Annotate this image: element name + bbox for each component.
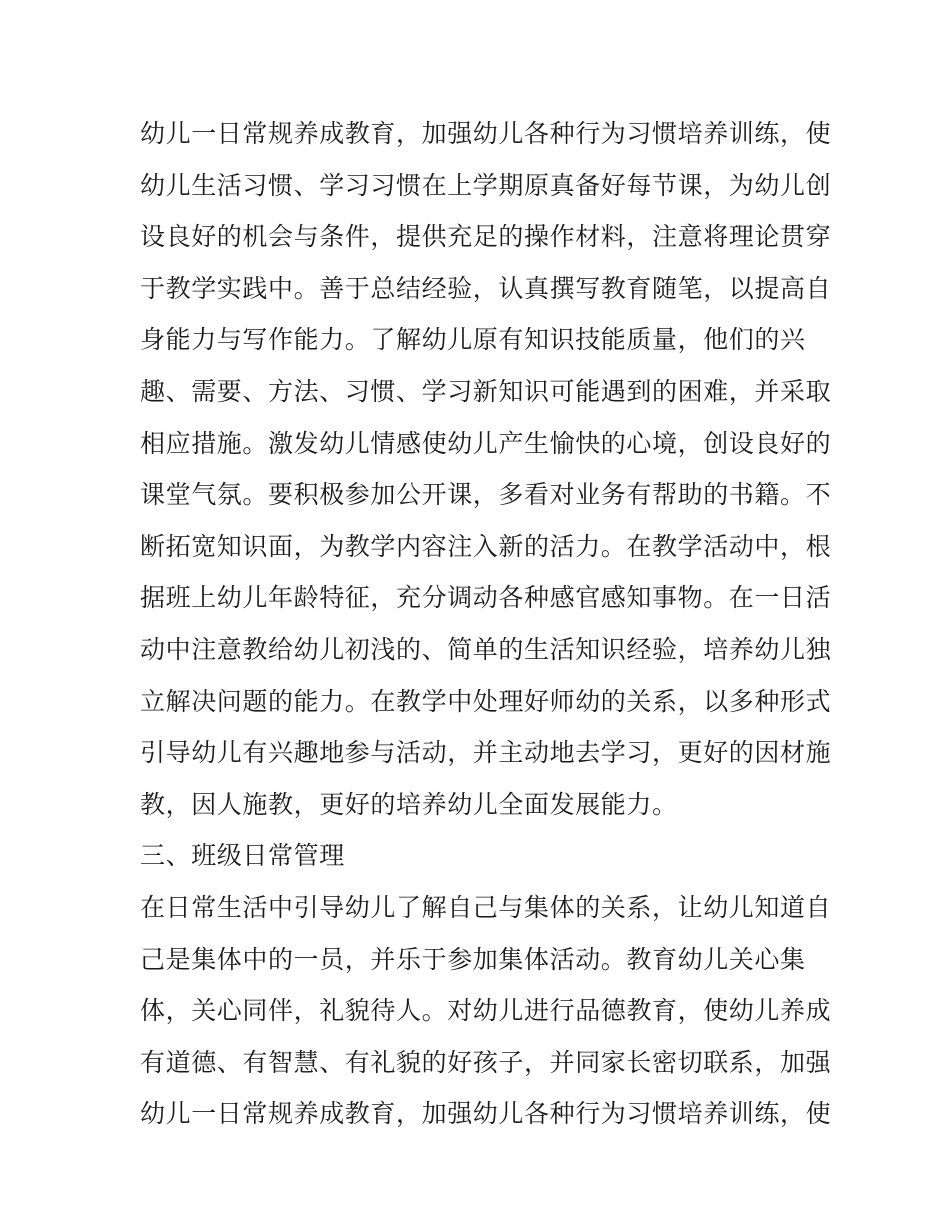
section-heading: 三、班级日常管理	[140, 841, 345, 871]
text-line: 身能力与写作能力。了解幼儿原有知识技能质量，他们的兴	[140, 325, 806, 355]
text-line: 幼儿一日常规养成教育，加强幼儿各种行为习惯培养训练，使	[140, 1099, 832, 1129]
text-line: 幼儿一日常规养成教育，加强幼儿各种行为习惯培养训练，使	[140, 119, 832, 148]
text-line: 课堂气氛。要积极参加公开课，多看对业务有帮助的书籍。不	[140, 480, 832, 510]
text-line: 体，关心同伴，礼貌待人。对幼儿进行品德教育，使幼儿养成	[140, 996, 832, 1026]
text-line: 设良好的机会与条件，提供充足的操作材料，注意将理论贯穿	[140, 222, 832, 252]
text-line: 立解决问题的能力。在教学中处理好师幼的关系，以多种形式	[140, 686, 832, 716]
text-line: 趣、需要、方法、习惯、学习新知识可能遇到的困难，并采取	[140, 376, 832, 406]
body-text	[140, 108, 832, 1140]
text-line: 相应措施。激发幼儿情感使幼儿产生愉快的心境，创设良好的	[140, 428, 832, 458]
text-line: 教，因人施教，更好的培养幼儿全面发展能力。	[140, 789, 678, 819]
text-line: 断拓宽知识面，为教学内容注入新的活力。在教学活动中，根	[140, 531, 832, 561]
text-line: 引导幼儿有兴趣地参与活动，并主动地去学习，更好的因材施	[140, 738, 832, 768]
text-line: 据班上幼儿年龄特征，充分调动各种感官感知事物。在一日活	[140, 583, 832, 613]
text-line: 己是集体中的一员，并乐于参加集体活动。教育幼儿关心集	[140, 944, 806, 974]
text-line: 于教学实践中。善于总结经验，认真撰写教育随笔，以提高自	[140, 273, 832, 303]
text-line: 有道德、有智慧、有礼貌的好孩子，并同家长密切联系，加强	[140, 1047, 832, 1077]
text-line: 动中注意教给幼儿初浅的、简单的生活知识经验，培养幼儿独	[140, 634, 832, 664]
text-line: 在日常生活中引导幼儿了解自己与集体的关系，让幼儿知道自	[140, 892, 832, 922]
text-line: 幼儿生活习惯、学习习惯在上学期原真备好每节课，为幼儿创	[140, 170, 832, 200]
